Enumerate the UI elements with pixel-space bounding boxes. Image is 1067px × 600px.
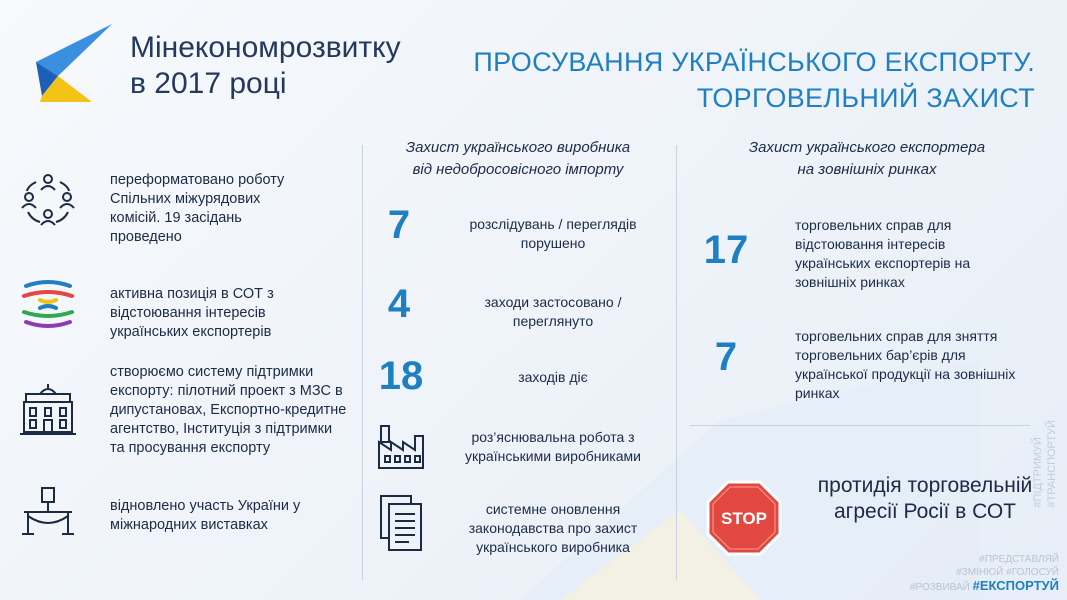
stat-measures-applied-label: заходи застосовано / переглянуто xyxy=(484,294,622,329)
people-network-icon xyxy=(20,170,76,226)
left-item-exhibitions: відновлено участь України у міжнародних виставках xyxy=(110,498,301,533)
stat-measures-applied-number: 4 xyxy=(387,282,411,326)
factory-icon xyxy=(377,422,425,470)
stat-investigations-label: розслідувань / переглядів порушено xyxy=(469,216,637,251)
ministry-title: Мінекономрозвитку в 2017 році xyxy=(130,31,401,100)
stop-sign-label: STOP xyxy=(721,509,767,528)
left-item-export-support: створюємо систему підтримки експорту: пілотний проект з МЗС в дипустановах, Експортно-кредитне агентство, Інституція з підтримки та просування експорту xyxy=(110,364,347,456)
left-item-wto: активна позиція в СОТ з відстоювання інтересів українських експортерів xyxy=(110,286,274,340)
column-divider-left xyxy=(362,145,363,580)
right-column-heading: Захист українського експортера на зовнішніх ринках xyxy=(748,139,986,178)
stat-measures-active-label: заходів діє xyxy=(518,369,588,385)
stat-trade-barriers-label: торговельних справ для зняття торговельних бар’єрів для української продукції на зовнішніх ринках xyxy=(795,328,1016,401)
stat-measures-active-number: 18 xyxy=(378,354,424,398)
hashtag-block: #ПРЕДСТАВЛЯЙ #ЗМІНЮЙ #ГОЛОСУЙ #РОЗВИВАЙ #ЕКСПОРТУЙ xyxy=(909,554,1059,593)
stat-trade-cases-label: торговельних справ для відстоювання інтересів українських експортерів на зовнішніх ринках xyxy=(795,217,971,290)
documents-icon xyxy=(379,494,425,552)
page-headline: ПРОСУВАННЯ УКРАЇНСЬКОГО ЕКСПОРТУ. ТОРГОВЕЛЬНИЙ ЗАХИСТ xyxy=(473,47,1035,113)
stop-aggression-text: протидія торговельній агресії Росії в СОТ xyxy=(817,474,1033,523)
middle-item-legislation: системне оновлення законодавства про захист українського виробника xyxy=(468,501,638,555)
government-building-icon xyxy=(20,382,76,438)
right-column-separator xyxy=(690,425,1030,426)
stat-trade-cases-number: 17 xyxy=(703,228,749,272)
wto-logo-icon xyxy=(20,276,76,332)
middle-item-outreach: роз’яснювальна робота з українськими виробниками xyxy=(465,429,641,464)
exhibition-stand-icon xyxy=(20,484,76,540)
stat-investigations-number: 7 xyxy=(387,203,411,247)
ministry-logo-icon xyxy=(36,24,112,102)
stat-trade-barriers-number: 7 xyxy=(714,335,738,379)
middle-column-heading: Захист українського виробника від недобросовісного імпорту xyxy=(405,139,631,178)
vertical-hashtags: #ПІДТРИМУЙ #ТРАНСПОРТУЙ xyxy=(1032,420,1058,508)
column-divider-right xyxy=(676,145,677,580)
stop-sign-icon xyxy=(706,480,782,556)
left-item-commissions: переформатовано роботу Спільних міжурядових комісій. 19 засідань проведено xyxy=(110,172,285,245)
